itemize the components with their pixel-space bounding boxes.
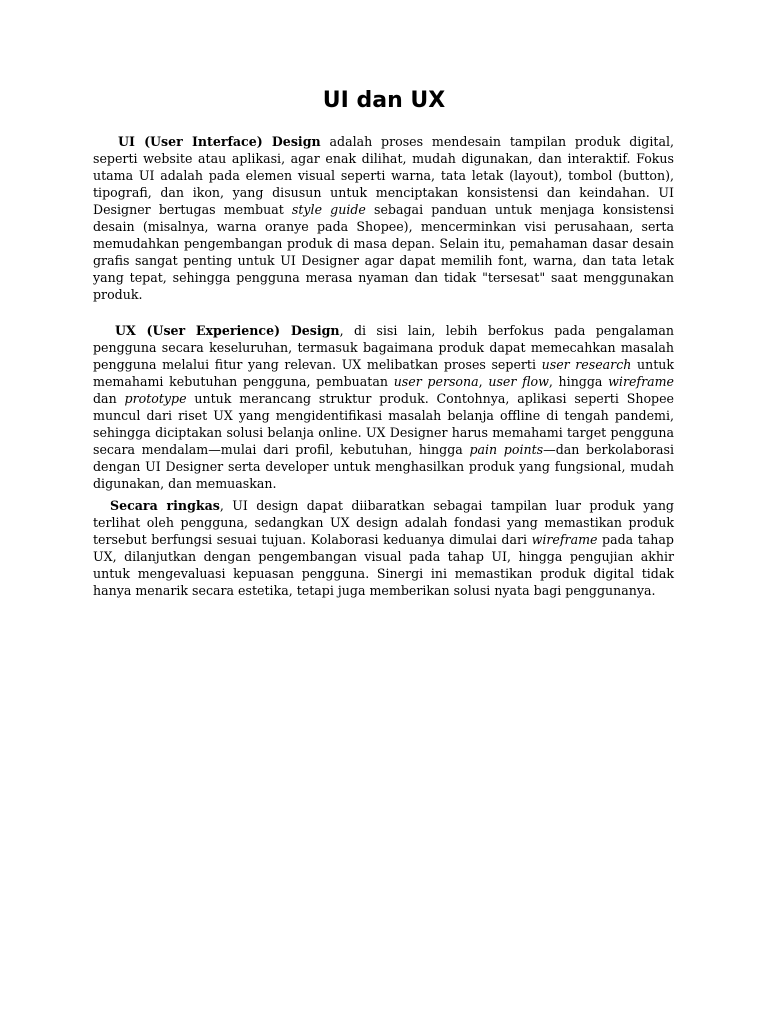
text-run: , UI design dapat diibaratkan sebagai tampilan luar produk yang terlihat oleh pengguna, sedangkan UX design adalah fondasi yang memastikan produk tersebut berfungsi sesuai tujuan. Kolaborasi keduanya dimulai dari <box>93 498 674 547</box>
term-secara-ringkas: Secara ringkas <box>110 498 220 513</box>
text-run: , hingga <box>548 374 609 389</box>
term-user-research: user research <box>541 357 632 372</box>
text-run: , di sisi lain, lebih berfokus pada pengalaman pengguna secara keseluruhan, termasuk bagaimana produk dapat memecahkan masalah pengguna melalui fitur yang relevan. UX melibatkan proses seperti <box>93 323 674 372</box>
paragraph-ui-design <box>93 133 674 303</box>
text-run: —dan berkolaborasi dengan UI Designer serta developer untuk menghasilkan produk yang fungsional, mudah digunakan, dan memuaskan. <box>93 442 674 491</box>
paragraph-ux-design <box>93 322 674 492</box>
term-pain-points: pain points <box>469 442 544 457</box>
term-prototype: prototype <box>124 391 187 406</box>
text-run: , <box>478 374 489 389</box>
term-user-persona: user persona <box>393 374 479 389</box>
document-title: UI dan UX <box>322 88 446 113</box>
text-run: adalah proses mendesain tampilan produk digital, seperti website atau aplikasi, agar enak dilihat, mudah digunakan, dan interaktif. Fokus utama UI adalah pada elemen visual seperti warna, tata letak (layout), tombol (button), tipografi, dan ikon, yang disusun untuk menciptakan konsistensi dan keindahan. UI Designer bertugas membuat <box>93 134 674 217</box>
term-wireframe: wireframe <box>531 532 598 547</box>
term-ux-design: UX (User Experience) Design <box>115 323 340 338</box>
text-run: pada tahap UX, dilanjutkan dengan pengembangan visual pada tahap UI, hingga pengujian akhir untuk mengevaluasi kepuasan pengguna. Sinergi ini memastikan produk digital tidak hanya menarik secara estetika, tetapi juga memberikan solusi nyata bagi penggunanya. <box>93 532 674 598</box>
text-run: sebagai panduan untuk menjaga konsistensi desain (misalnya, warna oranye pada Shopee), mencerminkan visi perusahaan, serta memudahkan pengembangan produk di masa depan. Selain itu, pemahaman dasar desain grafis sangat penting untuk UI Designer agar dapat memilih font, warna, dan tata letak yang tepat, sehingga pengguna merasa nyaman dan tidak "tersesat" saat menggunakan produk. <box>93 202 674 302</box>
text-run: untuk memahami kebutuhan pengguna, pembuatan <box>93 357 675 389</box>
term-user-flow: user flow <box>488 374 549 389</box>
term-ui-design: UI (User Interface) Design <box>118 134 321 149</box>
text-run: untuk merancang struktur produk. Contohnya, aplikasi seperti Shopee muncul dari riset UX yang mengidentifikasi masalah belanja offline di tengah pandemi, sehingga diciptakan solusi belanja online. UX Designer harus memahami target pengguna secara mendalam—mulai dari profil, kebutuhan, hingga <box>93 391 675 457</box>
paragraph-summary <box>93 497 674 599</box>
term-wireframe: wireframe <box>608 374 675 389</box>
term-style-guide: style guide <box>291 202 366 217</box>
text-run: dan <box>93 391 125 406</box>
